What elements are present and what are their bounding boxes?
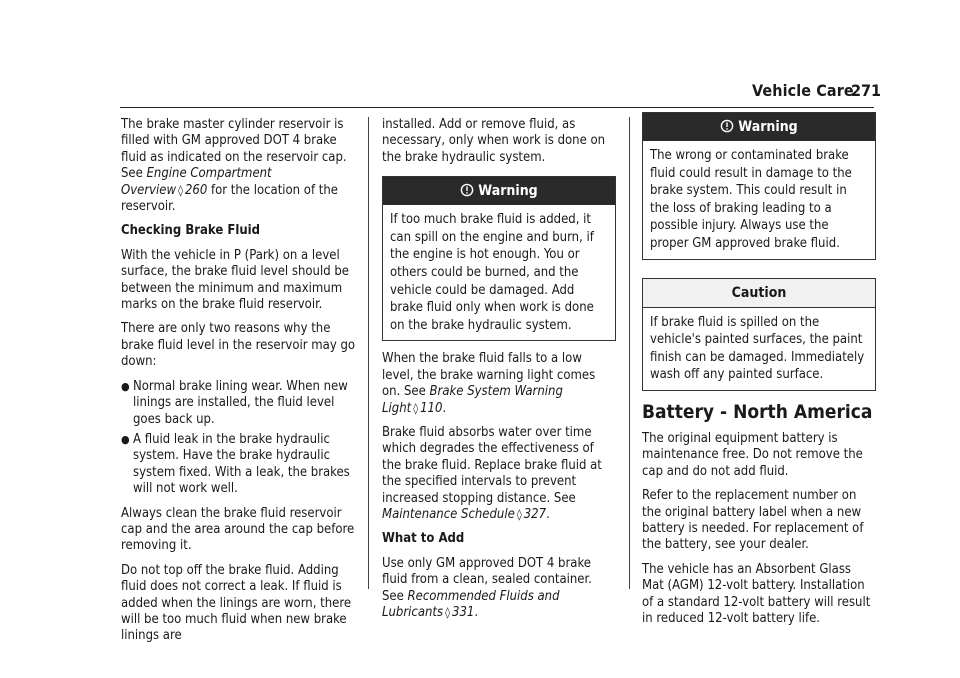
cross-reference-link[interactable]: Engine Compartment Overview (121, 166, 272, 198)
reference-arrow-icon: ◊ (445, 606, 450, 620)
paragraph: The brake master cylinder reservoir is filled with GM approved DOT 4 brake fluid as indicated on the reservoir cap. See Engine Compartment Overview ◊ 260 for the location of the reservoir. (121, 117, 347, 215)
list-item: ● Normal brake lining wear. When new linings are installed, the fluid level goes back up. (121, 378, 348, 427)
reference-page: 331 (452, 605, 475, 621)
paragraph: Use only GM approved DOT 4 brake fluid from a clean, sealed container. See Recommended Fluids and Lubricants ◊ 331. (382, 555, 592, 621)
paragraph: There are only two reasons why the brake fluid level in the reservoir may go down: (121, 321, 356, 370)
warning-text: The wrong or contaminated brake fluid could result in damage to the brake system. This could result in the loss of braking leading to a possible injury. Always use the proper GM approved brake fluid. (650, 148, 852, 251)
warning-header (383, 177, 615, 205)
caution-text: If brake fluid is spilled on the vehicle's painted surfaces, the paint finish can be damaged. Immediately wash off any painted surface. (650, 314, 865, 383)
bullet-icon: ● (121, 379, 130, 393)
paragraph: Do not top off the brake fluid. Adding fluid does not correct a leak. If fluid is added when the linings are worn, there will be too much fluid when new brake linings are (121, 562, 352, 644)
bullet-icon: ● (121, 432, 130, 446)
warning-text: If too much brake fluid is added, it can spill on the engine and burn, if the engine is hot enough. You or others could be burned, and the vehicle could be damaged. Add brake fluid only when work is done on the brake hydraulic system. (390, 212, 594, 333)
warning-icon (720, 119, 734, 133)
cross-reference-link[interactable]: Brake System Warning Light (382, 384, 563, 416)
column-left (121, 117, 357, 653)
caution-box (642, 278, 876, 391)
reference-arrow-icon: ◊ (516, 508, 522, 522)
subheading: Checking Brake Fluid (121, 223, 261, 239)
reference-arrow-icon: ◊ (178, 183, 183, 197)
warning-box (382, 176, 616, 341)
section-title: Battery - North America (642, 400, 873, 423)
paragraph: Always clean the brake fluid reservoir cap and the area around the cap before removing it. (121, 505, 355, 554)
paragraph: With the vehicle in P (Park) on a level surface, the brake fluid level should be between the minimum and maximum marks on the brake fluid reservoir. (121, 247, 349, 313)
paragraph: When the brake fluid falls to a low level, the brake warning light comes on. See Brake System Warning Light ◊ 110. (382, 351, 596, 416)
header-rule (120, 107, 874, 108)
column-divider (368, 117, 369, 589)
list-item: ● A fluid leak in the brake hydraulic system. Have the brake hydraulic system fixed. With a leak, the brakes will not work well. (121, 431, 350, 497)
warning-icon (460, 183, 474, 197)
paragraph: The original equipment battery is maintenance free. Do not remove the cap and do not add fluid. (642, 430, 863, 479)
section-name: Vehicle Care (752, 81, 854, 100)
page-header (0, 83, 960, 107)
column-middle (382, 117, 616, 629)
warning-label: Warning (738, 119, 798, 135)
paragraph: Brake fluid absorbs water over time which degrades the effectiveness of the brake fluid. Replace brake fluid at the specified intervals to prevent increased stopping distance. See Maintenance Schedule ◊ 327. (382, 425, 602, 523)
page-number: 271 (851, 81, 882, 100)
column-right (642, 112, 876, 635)
cross-reference-link[interactable]: Maintenance Schedule (382, 507, 515, 523)
column-divider (629, 117, 630, 589)
reference-page: 110 (420, 400, 443, 416)
cross-reference-link[interactable]: Recommended Fluids and Lubricants (382, 588, 560, 621)
warning-label: Warning (478, 183, 538, 200)
warning-header (643, 113, 875, 141)
subheading: What to Add (382, 531, 465, 547)
paragraph: installed. Add or remove fluid, as necessary, only when work is done on the brake hydraulic system. (382, 117, 606, 165)
caution-header: Caution (643, 279, 875, 308)
reference-page: 260 (184, 182, 208, 198)
reference-page: 327 (523, 507, 547, 523)
paragraph: Refer to the replacement number on the original battery label when a new battery is needed. For replacement of the battery, see your dealer. (642, 488, 864, 553)
reference-arrow-icon: ◊ (413, 401, 419, 415)
warning-box (642, 112, 876, 260)
paragraph: The vehicle has an Absorbent Glass Mat (AGM) 12-volt battery. Installation of a standard 12-volt battery will result in reduced 12-volt battery life. (642, 561, 871, 626)
bullet-list (121, 379, 357, 498)
